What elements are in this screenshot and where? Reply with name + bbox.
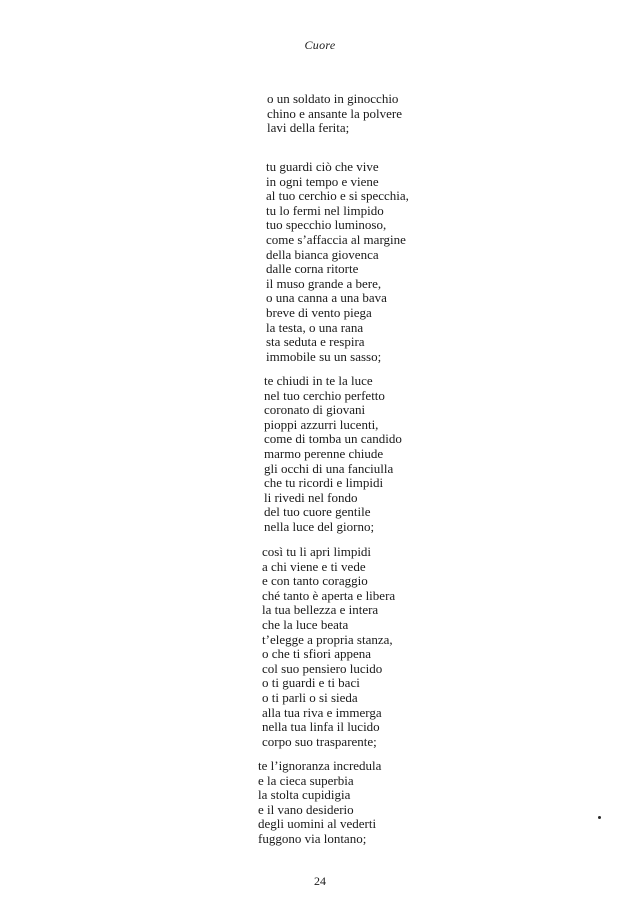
verse-line: lavi della ferita; — [267, 120, 350, 136]
verse-line: ché tanto è aperta e libera — [262, 587, 396, 603]
verse-line: e la cieca superbia — [258, 772, 354, 788]
verse-line: coronato di giovani — [264, 402, 366, 418]
verse-line: della bianca giovenca — [266, 246, 379, 262]
verse-line: e con tanto coraggio — [262, 573, 368, 589]
verse-line: te l’ignoranza incredula — [258, 758, 382, 773]
verse-line: fuggono via lontano; — [258, 830, 367, 846]
verse-line: come s’affaccia al margine — [266, 231, 406, 247]
verse-line: così tu li apri limpidi — [262, 544, 372, 559]
stanza — [266, 160, 409, 364]
page-number: 24 — [314, 874, 326, 888]
verse-line: tu lo fermi nel limpido — [266, 202, 384, 218]
verse-line: la stolta cupidigia — [258, 787, 351, 803]
stanza — [262, 545, 395, 749]
verse-line: te chiudi in te la luce — [264, 373, 373, 388]
verse-line: il muso grande a bere, — [266, 275, 382, 291]
verse-line: tuo specchio luminoso, — [266, 217, 387, 233]
running-head: Cuore — [304, 38, 336, 52]
verse-line: a chi viene e ti vede — [262, 558, 366, 574]
verse-line: sta seduta e respira — [266, 334, 365, 350]
verse-line: al tuo cerchio e si specchia, — [266, 188, 409, 204]
verse-line: nel tuo cerchio perfetto — [264, 387, 385, 403]
verse-line: marmo perenne chiude — [264, 445, 384, 461]
verse-line: del tuo cuore gentile — [264, 504, 371, 520]
stanza — [264, 374, 402, 535]
verse-line: che tu ricordi e limpidi — [264, 475, 384, 491]
stanza — [258, 759, 381, 847]
verse-line: t’elegge a propria stanza, — [262, 631, 393, 647]
verse-line: o ti parli o si sieda — [262, 689, 358, 705]
verse-line: o una canna a una bava — [266, 290, 387, 306]
verse-line: immobile su un sasso; — [266, 348, 382, 364]
verse-line: tu guardi ciò che vive — [266, 159, 379, 174]
verse-line: la testa, o una rana — [266, 319, 364, 335]
verse-line: chino e ansante la polvere — [267, 105, 402, 121]
verse-line: la tua bellezza e intera — [262, 602, 379, 618]
verse-line: nella tua linfa il lucido — [262, 719, 380, 735]
verse-line: in ogni tempo e viene — [266, 173, 379, 189]
verse-line: o un soldato in ginocchio — [267, 91, 399, 106]
verse-line: pioppi azzurri lucenti, — [264, 416, 379, 432]
verse-line: dalle corna ritorte — [266, 261, 359, 277]
verse-line: o ti guardi e ti baci — [262, 675, 360, 691]
verse-line: alla tua riva e immerga — [262, 704, 382, 720]
verse-line: degli uomini al vederti — [258, 816, 377, 832]
verse-line: nella luce del giorno; — [264, 518, 375, 534]
stanza — [267, 92, 402, 136]
verse-line: e il vano desiderio — [258, 801, 354, 817]
verse-line: li rivedi nel fondo — [264, 489, 358, 505]
verse-line: gli occhi di una fanciulla — [264, 460, 394, 476]
verse-line: corpo suo trasparente; — [262, 733, 377, 749]
verse-line: o che ti sfiori appena — [262, 646, 372, 662]
ink-speck — [598, 816, 601, 819]
verse-line: breve di vento piega — [266, 304, 372, 320]
verse-line: come di tomba un candido — [264, 431, 402, 447]
verse-line: col suo pensiero lucido — [262, 660, 383, 676]
verse-line: che la luce beata — [262, 616, 349, 632]
